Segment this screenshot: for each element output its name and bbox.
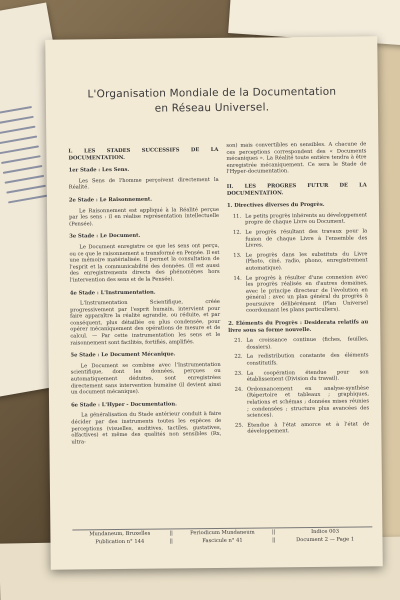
directives-list [227, 212, 368, 315]
title-line-1: L'Organisation Mondiale de la Documentation [87, 85, 337, 101]
list-item: 12. Le progrès résultant des travaux pour la fusion de chaque Livre à l'ensemble des Livres. [232, 228, 368, 249]
footer-separator: || [169, 530, 173, 537]
footer-index: Indice 003 [311, 528, 340, 535]
footer-publisher: Mundaneum, Bruxelles [89, 530, 151, 538]
right-column [226, 141, 369, 438]
stage-4-heading: 4e Stade : L'Instrumentation. [69, 289, 156, 297]
stage-1-text: Les Sens de l'homme perçoivent directement la Réalité. [68, 176, 219, 191]
section-1-title: I. LES STADES SUCCESSIFS DE LA DOCUMENTATION. [68, 146, 219, 162]
stage-1-heading: 1er Stade : Les Sens. [68, 167, 130, 174]
list-item: 21. La croissance continue (fiches, feuilles, dossiers). [234, 336, 369, 351]
footer-periodical: Periodicum Mundaneum [190, 529, 255, 537]
stage-5-text: Le Document se combine avec l'Instrumentation scientifique, dont les données, perçues ou automatiquement déduites, sont enregistrées directement sans intervention humaine (il devient ainsi un document mécanique). [70, 361, 221, 396]
footer-fascicule: Fascicule n° 41 [202, 537, 243, 545]
list-item: 13. Le progrès dans les substituts du Livre (Photo, ciné, radio, phono, enregistrement automatique). [233, 251, 368, 272]
footer-separator: || [169, 538, 173, 545]
section-2-title: II. LES PROGRES FUTUR DE LA DOCUMENTATION. [226, 182, 367, 197]
footer-publication: Publication n° 144 [95, 538, 145, 546]
stage-5-heading: 5e Stade : Le Document Mécanique. [70, 351, 176, 359]
stage-2-heading: 2e Stade : Le Raisonnement. [68, 196, 153, 204]
list-item: 25. Etendue à l'état amorce et à l'état de développement. [235, 421, 370, 436]
list-item: 23. La coopération étendue pour son établissement (Division du travail). [234, 369, 369, 383]
elements-list [228, 337, 369, 436]
stage-2-text: Le Raisonnement est appliqué à la Réalité perçue par les sens : il en réalise représentation intellectuelle (Pensée). [69, 206, 220, 228]
list-item: 24. Ordonnancement en analyse-synthèse (Répertoire et tableaux ; graphiques, relations et schémas ; données mises réunies ; condensées ; structure plus avancées des sciences). [234, 385, 370, 419]
directives-heading: 1. Directives diverses du Progrès. [226, 201, 325, 210]
stage-3-heading: 3e Stade : Le Document. [69, 233, 141, 240]
footer-separator: || [271, 529, 276, 536]
stage-3-text: Le Document enregistre ce que les sens ont perçu, ou ce que le raisonnement a transformé en Pensée. Il est une mémoire matérialisée. Il permet la consultation de l'esprit et la communicabilité des données. (Il est aussi des enregistrements directs des phénomènes hors l'intervention des sens et de la Pensée). [69, 242, 220, 284]
stage-6-heading: 6e Stade : L'Hyper - Documentation. [71, 401, 177, 409]
footer-separator: || [272, 537, 276, 544]
page-footer [72, 526, 372, 546]
title-line-2: en Réseau Universel. [154, 101, 270, 115]
list-item: 14. Le progrès à résulter d'une connexion avec les progrès réalisés en d'autres domaines, avec le principe directeur de l'évolution en général ; avec un plan général du progrès à poursuivre délibérément (Plan Universel coordonnant les plans particuliers). [233, 273, 369, 315]
continuation-text: son) mais convertibles en sensibles. A chacune de ces perceptions correspondent des « Documents mécaniques ». La Réalité toute entière tendra à être enregistrée mécaniquement. Ce sera le Stade de l'Hyper-documentation. [226, 141, 367, 176]
elements-heading: 2. Eléments du Progrès : Desiderata relatifs au livre sous sa forme nouvelle. [228, 319, 369, 334]
document-page [45, 36, 383, 569]
stage-6-text: La généralisation du Stade antérieur conduit à faire décider par des instruments toutes les espèces de perceptions (visuelles, auditives, tactiles, gustatives, olfactives) et même des qualités non sensibles (Rx, ultra- [71, 411, 222, 446]
list-item: 22. La redistribution constante des éléments constitutifs. [234, 352, 369, 367]
left-column [68, 143, 221, 449]
list-item: 11. Le petits progrès inhérents au développement propre de chaque Livre ou Document. [232, 212, 368, 227]
stage-4-text: L'Instrumentation Scientifique, créée progressivement par l'esprit humain, intervient pour faire apparaître la réalité agrandie, ou réduite, et par conséquent, plus détaillée ou plus condensée, pour opérer mécaniquement des opérations de mesure et de calcul. — Par cette instrumentation les sens et le raisonnement sont facilités, fortifiés, amplifiés. [70, 299, 221, 347]
footer-document: Document 2 — Page 1 [296, 536, 355, 544]
page-title [46, 84, 378, 117]
